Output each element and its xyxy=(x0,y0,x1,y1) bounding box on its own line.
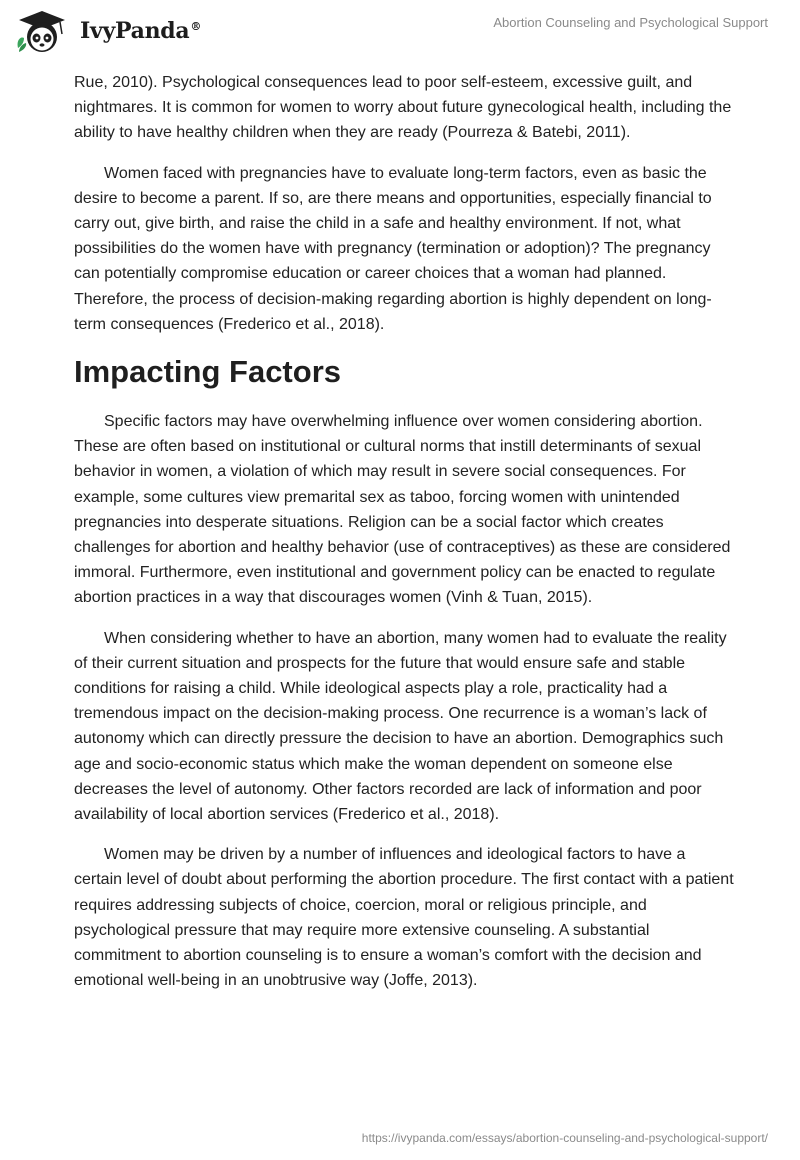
article-body xyxy=(74,70,734,1009)
brand-name: IvyPanda® xyxy=(80,18,202,44)
page-header xyxy=(0,0,800,62)
paragraph: Women may be driven by a number of influences and ideological factors to have a certain level of doubt about performing the abortion procedure. The first contact with a patient requires addressing subjects of choice, coercion, moral or religious principle, and psychological pressure that may require more extensive counseling. A substantial commitment to abortion counseling is to ensure a woman’s comfort with the decision and emotional well-being in an unobtrusive way (Joffe, 2013). xyxy=(74,846,734,990)
panda-logo-icon xyxy=(12,8,74,54)
paragraph: Women faced with pregnancies have to evaluate long-term factors, even as basic the desire to become a parent. If so, are there means and opportunities, especially financial to carry out, give birth, and raise the child in a safe and healthy environment. If not, what possibilities do the women have with pregnancy (termination or adoption)? The pregnancy can potentially compromise education or career choices that a woman had planned. Therefore, the process of decision-making regarding abortion is highly dependent on long-term consequences (Frederico et al., 2018). xyxy=(74,164,712,333)
source-url[interactable]: https://ivypanda.com/essays/abortion-counseling-and-psychological-support/ xyxy=(361,1131,768,1145)
paragraph: When considering whether to have an abortion, many women had to evaluate the reality of their current situation and prospects for the future that would ensure safe and stable conditions for raising a child. While ideological aspects play a role, practicality had a tremendous impact on the decision-making process. One recurrence is a woman’s lack of autonomy which can directly pressure the decision to have an abortion. Demographics such age and socio-economic status which make the woman dependent on someone else decreases the level of autonomy. Other factors recorded are lack of information and poor availability of local abortion services (Frederico et al., 2018). xyxy=(74,629,727,824)
section-heading: Impacting Factors xyxy=(74,354,341,390)
brand-logo[interactable] xyxy=(12,8,201,54)
paragraph: Specific factors may have overwhelming influence over women considering abortion. These are often based on institutional or cultural norms that instill determinants of sexual behavior in women, a violation of which may result in severe social consequences. For example, some cultures view premarital sex as taboo, forcing women with unintended pregnancies into desperate situations. Religion can be a social factor which creates challenges for abortion and healthy behavior (use of contraceptives) as these are considered immoral. Furthermore, even institutional and government policy can be enacted to regulate abortion practices in a way that discourages women (Vinh & Tuan, 2015). xyxy=(74,413,731,607)
document-title: Abortion Counseling and Psychological Support xyxy=(493,15,768,30)
paragraph: Rue, 2010). Psychological consequences lead to poor self-esteem, excessive guilt, and nightmares. It is common for women to worry about future gynecological health, including the ability to have healthy children when they are ready (Pourreza & Batebi, 2011). xyxy=(74,74,732,142)
